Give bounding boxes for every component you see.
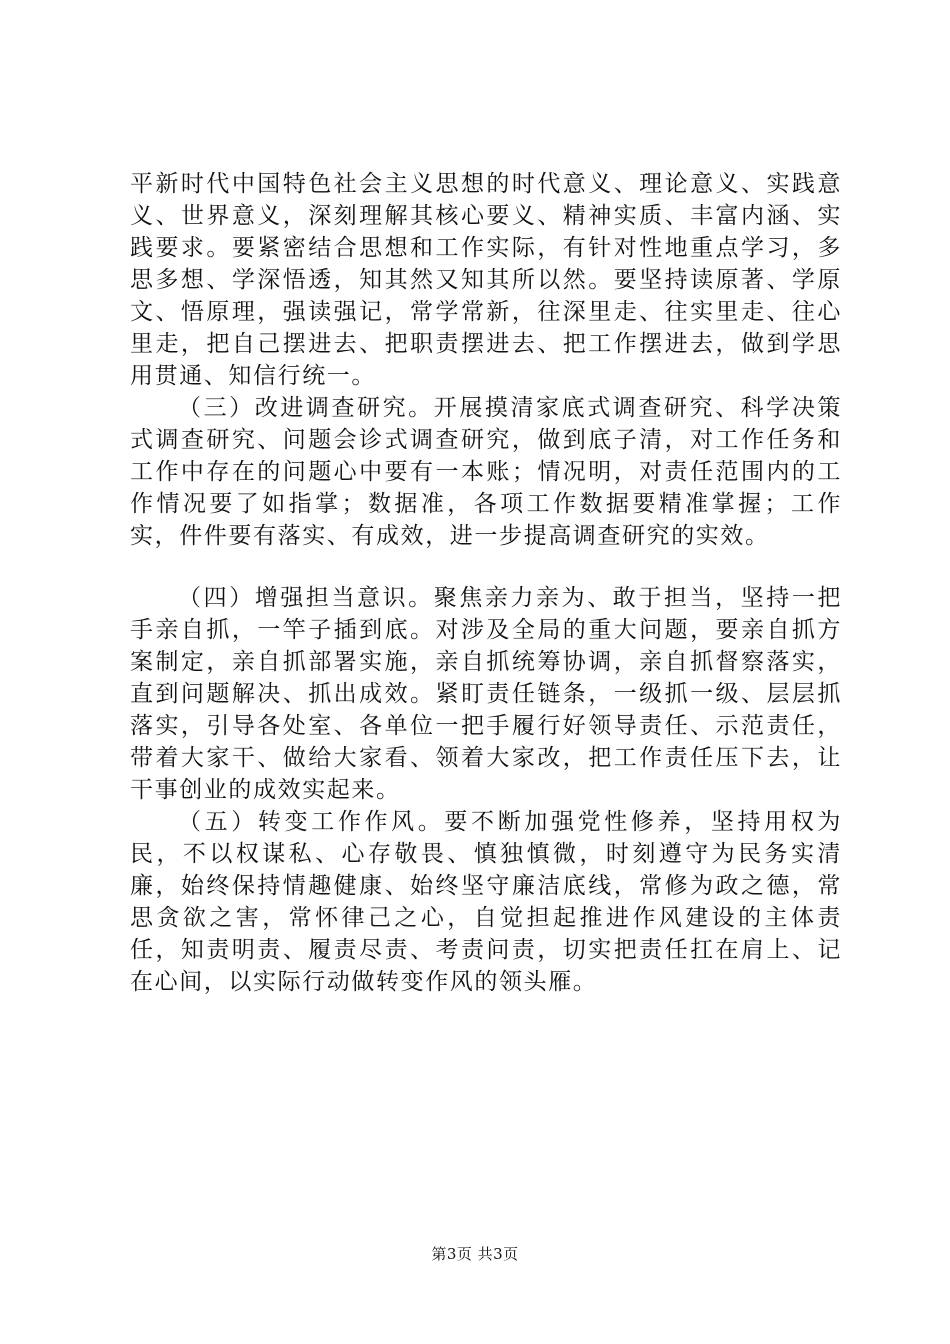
paragraph-section-5: （五）转变工作作风。要不断加强党性修养，坚持用权为民，不以权谋私、心存敬畏、慎独慎微，时刻遵守为民务实清廉，始终保持情趣健康、始终坚守廉洁底线，常修为政之德，常思贪欲之害，常怀律己之心，自觉担起推进作风建设的主体责任，知责明责、履责尽责、考责问责，切实把责任扛在肩上、记在心间，以实际行动做转变作风的领头雁。 [130, 809, 842, 995]
paragraph-section-4: （四）增强担当意识。聚焦亲力亲为、敢于担当，坚持一把手亲自抓，一竿子插到底。对涉及全局的重大问题，要亲自抓方案制定，亲自抓部署实施，亲自抓统筹协调，亲自抓督察落实，直到问题解决、抓出成效。紧盯责任链条，一级抓一级、层层抓落实，引导各处室、各单位一把手履行好领导责任、示范责任，带着大家干、做给大家看、领着大家改，把工作责任压下去，让干事创业的成效实起来。 [130, 585, 842, 803]
page-footer: 第3页 共3页 [431, 1245, 519, 1263]
document-body [130, 168, 842, 998]
paragraph-continuation: 平新时代中国特色社会主义思想的时代意义、理论意义、实践意义、世界意义，深刻理解其核心要义、精神实质、丰富内涵、实践要求。要紧密结合思想和工作实际，有针对性地重点学习，多思多想、学深悟透，知其然又知其所以然。要坚持读原著、学原文、悟原理，强读强记，常学常新，往深里走、往实里走、往心里走，把自己摆进去、把职责摆进去、把工作摆进去，做到学思用贯通、知信行统一。 [130, 171, 842, 389]
paragraph-section-3: （三）改进调查研究。开展摸清家底式调查研究、科学决策式调查研究、问题会诊式调查研究，做到底子清，对工作任务和工作中存在的问题心中要有一本账；情况明，对责任范围内的工作情况要了如指掌；数据准，各项工作数据要精准掌握；工作实，件件要有落实、有成效，进一步提高调查研究的实效。 [130, 395, 842, 549]
